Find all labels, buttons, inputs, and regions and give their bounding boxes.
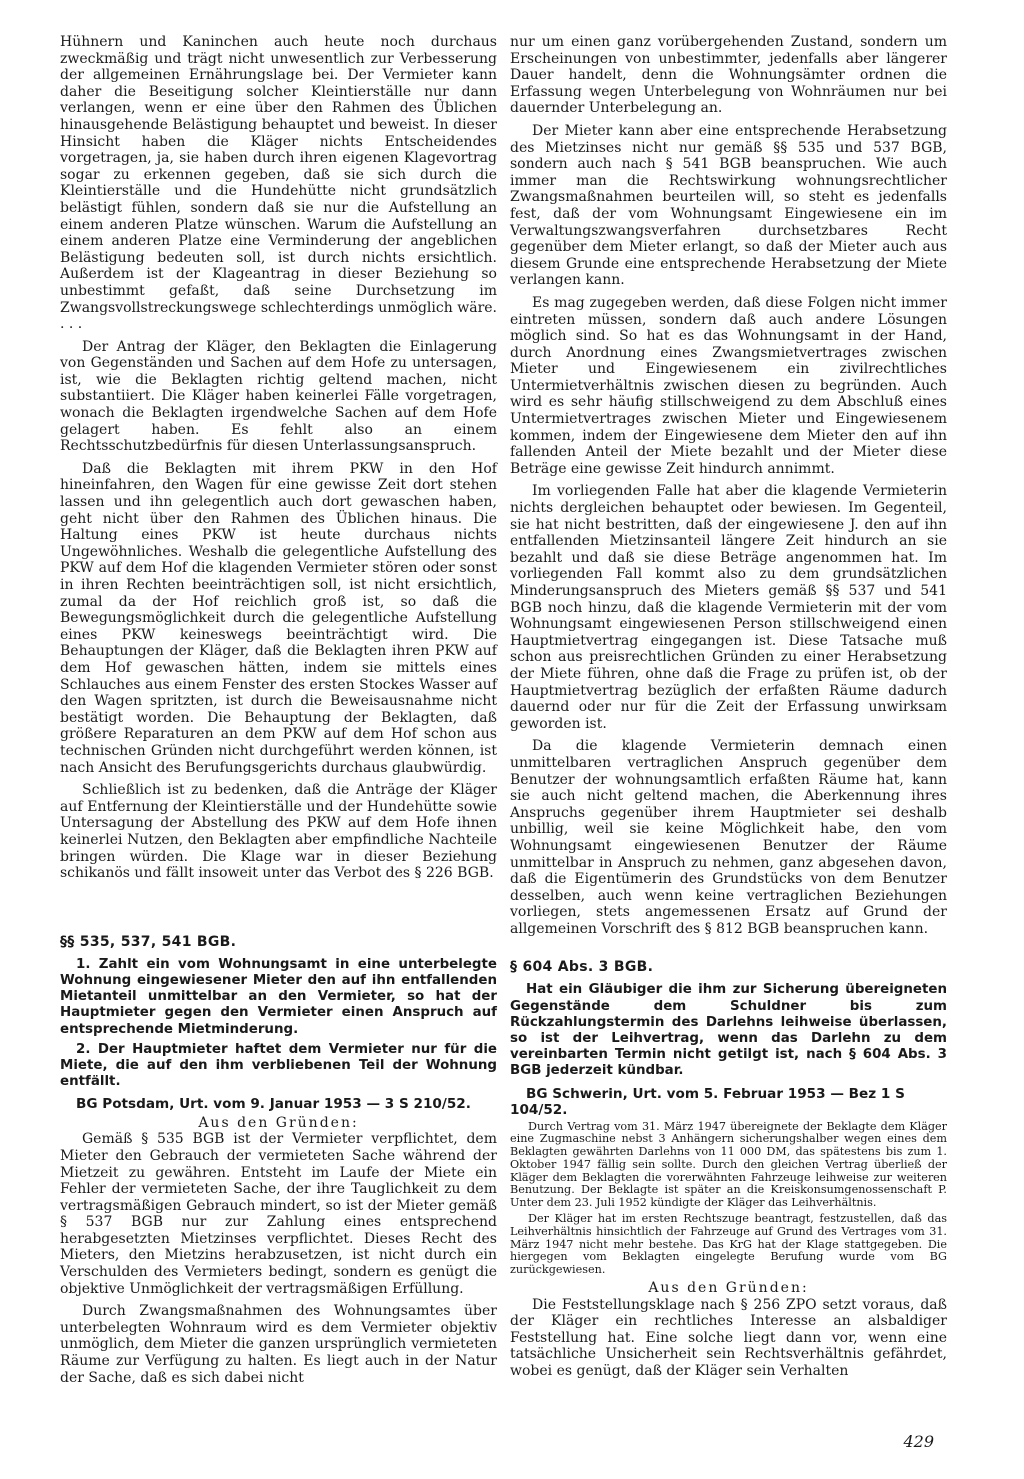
leitsatz-1: 1. Zahlt ein vom Wohnungsamt in eine unterbelegte Wohnung eingewiesener Mieter den auf ihn entfallenden Mietanteil unmittelbar an den Vermieter, so hat der Hauptmieter gegen den Vermieter einen Anspruch auf entsprechende Mietminderung. bbox=[60, 956, 497, 1037]
case-facts: Durch Vertrag vom 31. März 1947 übereignete der Beklagte dem Kläger eine Zugmaschine nebst 3 Anhängern sicherungshalber wegen eines dem Beklagten gewährten Darlehns von 11 000 DM, das spätestens bis zum 1. Oktober 1947 fällig sein sollte. Durch den gleichen Vertrag überließ der Kläger dem Beklagten die vorerwähnten Fahrzeuge leihweise zur weiteren Benutzung. Der Beklagte ist später an die Kreiskonsumgenossenschaft P. Unter dem 23. Juli 1952 kündigte der Kläger das Leihverhältnis. bbox=[510, 1119, 947, 1210]
paragraph: Es mag zugegeben werden, daß diese Folgen nicht immer eintreten müssen, sondern daß auch andere Lösungen möglich sind. So hat es das Wohnungsamt in der Hand, durch Anordnung eines Zwangsmietvertrages zwischen Mieter und Eingewiesenem ein zivilrechtliches Untermietverhältnis zwischen diesen zu begründen. Auch wird es sehr häufig stillschweigend zu dem Abschluß eines Untermietvertrages zwischen Mieter und Eingewiesenem kommen, indem der Eingewiesene dem Mieter den auf ihn fallenden Anteil der Miete bezahlt und der Mieter diese Beträge eine gewisse Zeit hindurch annimmt. bbox=[510, 294, 947, 477]
gruende-heading: Aus den Gründen: bbox=[198, 1114, 359, 1131]
paragraph: Schließlich ist zu bedenken, daß die Anträge der Kläger auf Entfernung der Kleintierställe und der Hundehütte sowie Untersagung der Abstellung des PKW auf dem Hofe ihnen keinerlei Nutzen, den Beklagten aber empfindliche Nachteile bringen würden. Die Klage war in dieser Beziehung schikanös und fällt insoweit unter das Verbot des § 226 BGB. bbox=[60, 782, 497, 882]
paragraph: Im vorliegenden Falle hat aber die klagende Vermieterin nichts dergleichen behauptet oder bewiesen. Im Gegenteil, sie hat nicht bestritten, daß der eingewiesene J. den auf ihn entfallenden Mietzinsanteil längere Zeit hindurch an sie bezahlt und daß sie diese Beträge angenommen hat. Im vorliegenden Fall kommt also zu dem grundsätzlichen Minderungsanspruch des Mieters gemäß §§ 537 und 541 BGB noch hinzu, daß die klagende Vermieterin mit der vom Wohnungsamt eingewiesenen Person stillschweigend einen Hauptmietvertrag eingegangen ist. Diese Tatsache muß schon aus preisrechtlichen Gründen zu einer Herabsetzung der Miete führen, ohne daß die Frage zu prüfen ist, ob der Hauptmietvertrag bezüglich der erfaßten Räume dadurch dauernd oder nur für die Zeit der Erfassung unwirksam geworden ist. bbox=[510, 483, 947, 732]
gruende-heading: Aus den Gründen: bbox=[648, 1280, 809, 1297]
right-column bbox=[510, 34, 947, 1386]
paragraph: Der Mieter kann aber eine entsprechende Herabsetzung des Mietzinses nicht nur gemäß §§ 535 und 537 BGB, sondern auch nach § 541 BGB beanspruchen. Wie auch immer man die Rechtswirkung wohnungsrechtlicher Zwangsmaßnahmen beurteilen will, so steht es jedenfalls fest, daß der vom Wohnungsamt Eingewiesene ein im Verwaltungszwangsverfahren durchsetzbares Recht gegenüber dem Mieter erlangt, so daß der Mieter auch aus diesem Grunde eine entsprechende Herabsetzung der Miete verlangen kann. bbox=[510, 122, 947, 289]
paragraph: Hühnern und Kaninchen auch heute noch durchaus zweckmäßig und trägt nicht unwesentlich zur Verbesserung der allgemeinen Ernährungslage bei. Der Vermieter kann daher die Beseitigung solcher Kleintierställe nur dann verlangen, wenn er eine über den Rahmen des Üblichen hinausgehende Belästigung behauptet und beweist. In dieser Hinsicht haben die Kläger nichts Entscheidendes vorgetragen, ja, sie haben durch ihren eigenen Klagevortrag sogar zu erkennen gegeben, daß sie sich durch die Kleintierställe und die Hundehütte nicht grundsätzlich belästigt fühlen, sondern daß sie nur die Aufstellung an einem anderen Platze wünschen. Warum die Aufstellung an einem anderen Platze eine Verminderung der angeblichen Belästigung bedeuten soll, ist durch nichts ersichtlich. Außerdem ist der Klageantrag in dieser Beziehung so unbestimmt gefaßt, daß seine Durchsetzung im Zwangsvollstreckungswege schlechterdings unmöglich wäre. . . . bbox=[60, 34, 497, 333]
paragraph: Die Feststellungsklage nach § 256 ZPO setzt voraus, daß der Kläger ein rechtliches Interesse an alsbaldiger Feststellung hat. Eine solche liegt dann vor, wenn eine tatsächliche Unsicherheit sein Rechtsverhältnis gefährdet, wobei es genügt, daß der Kläger sein Verhalten bbox=[510, 1296, 947, 1380]
paragraph: Der Antrag der Kläger, den Beklagten die Einlagerung von Gegenständen und Sachen auf dem Hofe zu untersagen, ist, wie die Beklagten richtig geltend machen, nicht substantiiert. Die Kläger haben keinerlei Fälle vorgetragen, wonach die Beklagten irgendwelche Sachen auf dem Hofe gelagert haben. Es fehlt also an einem Rechtsschutzbedürfnis für diesen Unterlassungsanspruch. bbox=[60, 338, 497, 455]
section-heading: §§ 535, 537, 541 BGB. bbox=[60, 933, 237, 950]
section-heading: § 604 Abs. 3 BGB. bbox=[510, 959, 654, 976]
court-citation: BG Schwerin, Urt. vom 5. Februar 1953 — Bez 1 S 104/52. bbox=[510, 1085, 905, 1119]
left-column bbox=[60, 34, 497, 1392]
leitsatz: Hat ein Gläubiger die ihm zur Sicherung übereigneten Gegenstände dem Schuldner bis zum Rückzahlungstermin des Darlehns leihweise überlassen, so ist der Leihvertrag, wenn das Darlehn zu dem vereinbarten Termin nicht getilgt ist, nach § 604 Abs. 3 BGB jederzeit kündbar. bbox=[510, 982, 947, 1079]
page-number: 429 bbox=[903, 1432, 934, 1451]
court-citation: BG Potsdam, Urt. vom 9. Januar 1953 — 3 S 210/52. bbox=[76, 1096, 471, 1113]
paragraph: Durch Zwangsmaßnahmen des Wohnungsamtes über unterbelegten Wohnraum wird es dem Vermieter objektiv unmöglich, dem Mieter die ganzen ursprünglich vermieteten Räume zur Verfügung zu halten. Es liegt auch in der Natur der Sache, daß es sich dabei nicht bbox=[60, 1303, 497, 1386]
paragraph: Da die klagende Vermieterin demnach einen unmittelbaren vertraglichen Anspruch gegenüber dem Benutzer der wohnungsamtlich erfaßten Räume hat, kann sie auch nicht geltend machen, die Aberkennung ihres Anspruchs gegenüber ihrem Hauptmieter sei deshalb unbillig, weil sie keine Möglichkeit habe, den vom Wohnungsamt eingewiesenen Benutzer der Räume unmittelbar in Anspruch zu nehmen, ganz abgesehen davon, daß die Eigentümerin des Grundstücks von dem Benutzer desselben, auch wenn keine vertraglichen Beziehungen vorliegen, stets angemessenen Ersatz auf Grund der allgemeinen Vorschrift des § 812 BGB beanspruchen kann. bbox=[510, 738, 947, 937]
leitsatz-2: 2. Der Hauptmieter haftet dem Vermieter nur für die Miete, die auf den ihm verbliebenen Teil der Wohnung entfällt. bbox=[60, 1041, 497, 1090]
case-facts: Der Kläger hat im ersten Rechtszuge beantragt, festzustellen, daß das Leihverhältnis hinsichtlich der Fahrzeuge auf Grund des Vertrages vom 31. März 1947 nicht mehr bestehe. Das KrG hat der Klage stattgegeben. Die hiergegen vom Beklagten eingelegte Berufung wurde vom BG zurückgewiesen. bbox=[510, 1212, 947, 1277]
paragraph: nur um einen ganz vorübergehenden Zustand, sondern um Erscheinungen von unbestimmter, jedenfalls aber längerer Dauer handelt, denn die Wohnungsämter ordnen die Erfassung wegen Unterbelegung von Wohnräumen nur bei dauernder Unterbelegung an. bbox=[510, 34, 947, 117]
paragraph: Daß die Beklagten mit ihrem PKW in den Hof hineinfahren, den Wagen für eine gewisse Zeit dort stehen lassen und ihn gelegentlich auch dort gewaschen haben, geht nicht über den Rahmen des Üblichen hinaus. Die Haltung eines PKW ist heute durchaus nichts Ungewöhnliches. Weshalb die gelegentliche Aufstellung des PKW auf dem Hof die klagenden Vermieter stören oder sonst in ihren Rechten beeinträchtigen soll, ist nicht ersichtlich, zumal da der Hof reichlich groß ist, so daß die Bewegungsmöglichkeit durch die gelegentliche Aufstellung eines PKW keineswegs beeinträchtigt wird. Die Behauptungen der Kläger, daß die Beklagten ihren PKW auf dem Hof gewaschen hätten, indem sie mittels eines Schlauches aus einem Fenster des ersten Stockes Wasser auf den Wagen spritzten, ist durch die Beweisausnahme nicht bestätigt worden. Die Behauptung der Beklagten, daß größere Reparaturen an dem PKW auf dem Hof schon aus technischen Gründen nicht durchgeführt werden können, ist nach Ansicht des Berufungsgerichts durchaus glaubwürdig. bbox=[60, 460, 497, 776]
paragraph: Gemäß § 535 BGB ist der Vermieter verpflichtet, dem Mieter den Gebrauch der vermieteten Sache während der Mietzeit zu gewähren. Entsteht im Laufe der Miete ein Fehler der vermieteten Sache, der ihre Tauglichkeit zu dem vertragsmäßigen Gebrauch mindert, so ist der Mieter gemäß § 537 BGB nur zur Zahlung eines entsprechend herabgesetzten Mietzinses verpflichtet. Dieses Recht des Mieters, den Mietzins herabzusetzen, ist nicht durch ein Verschulden des Vermieters bedingt, sondern es genügt die objektive Unmöglichkeit der vertragsmäßigen Erfüllung. bbox=[60, 1131, 497, 1297]
